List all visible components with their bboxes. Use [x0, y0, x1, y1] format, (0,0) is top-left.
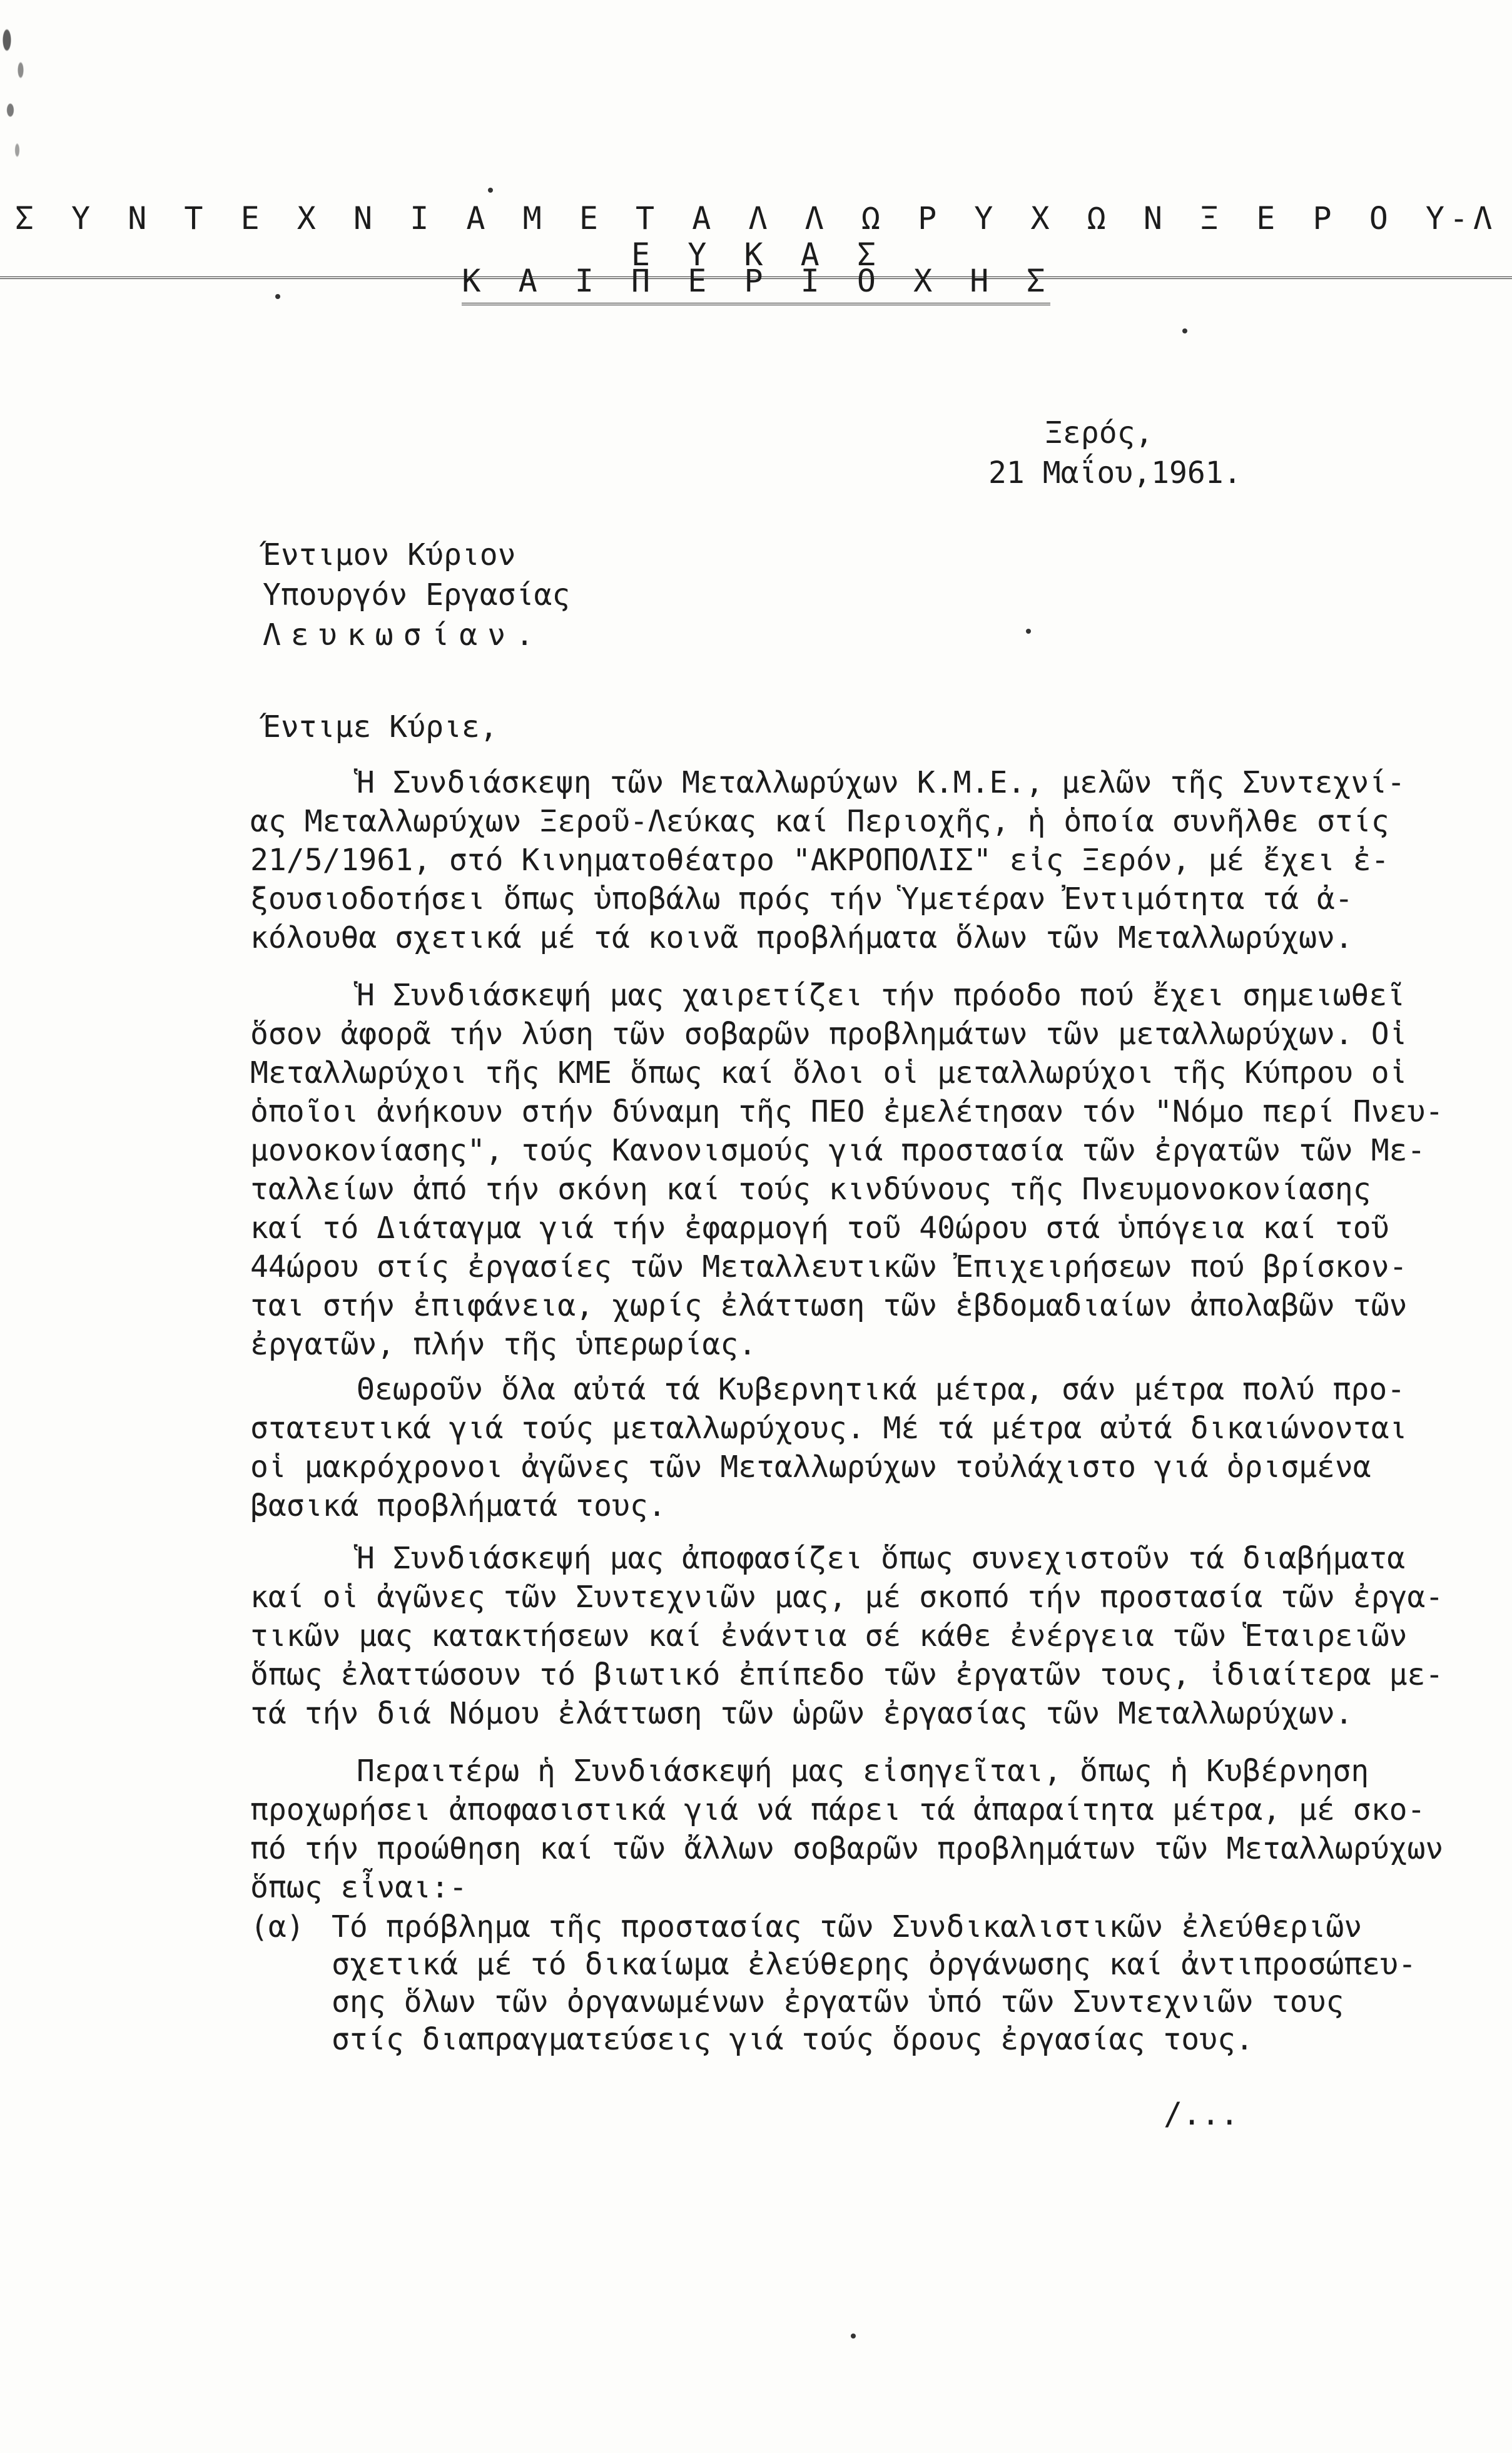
- paragraph-line: ὅπως ἐλαττώσουν τό βιωτικό ἐπίπεδο τῶν ἐργατῶν τους, ἰδιαίτερα με-: [250, 1657, 1444, 1692]
- speck: [488, 188, 493, 193]
- paragraph-1: [250, 763, 1406, 957]
- place: Ξερός,: [1045, 415, 1154, 450]
- letterhead-line-1: Σ Υ Ν Τ Ε Χ Ν Ι Α Μ Ε Τ Α Λ Λ Ω Ρ Υ Χ Ω Ν Ξ Ε Ρ Ο Υ-Λ Ε Υ Κ Α Σ: [0, 200, 1512, 279]
- paragraph-line: 44ώρου στίς ἐργασίες τῶν Μεταλλευτικῶν Ἐπιχειρήσεων πού βρίσκον-: [250, 1249, 1408, 1284]
- paragraph-line: ται στήν ἐπιφάνεια, χωρίς ἐλάττωση τῶν ἑβδομαδιαίων ἀπολαβῶν τῶν: [250, 1288, 1408, 1323]
- addressee: [263, 535, 826, 655]
- paragraph-4: [250, 1539, 1444, 1733]
- paragraph-line: Μεταλλωρύχοι τῆς ΚΜΕ ὅπως καί ὅλοι οἱ μεταλλωρύχοι τῆς Κύπρου οἱ: [250, 1055, 1408, 1090]
- paragraph-line: κόλουθα σχετικά μέ τά κοινᾶ προβλήματα ὅλων τῶν Μεταλλωρύχων.: [250, 920, 1353, 955]
- paragraph-line: τά τήν διά Νόμου ἐλάττωση τῶν ὡρῶν ἐργασίας τῶν Μεταλλωρύχων.: [250, 1696, 1353, 1731]
- addressee-line-3: Λευκωσίαν.: [263, 617, 544, 653]
- paragraph-line: ὅπως εἶναι:-: [250, 1870, 467, 1905]
- paragraph-line: καί τό Διάταγμα γιά τήν ἐφαρμογή τοῦ 40ώρου στά ὑπόγεια καί τοῦ: [250, 1211, 1389, 1246]
- speck: [851, 2334, 856, 2339]
- paragraph-line: ταλλείων ἀπό τήν σκόνη καί τούς κινδύνους τῆς Πνευμονοκονίασης: [250, 1172, 1371, 1207]
- paragraph-line: στατευτικά γιά τούς μεταλλωρύχους. Μέ τά μέτρα αὐτά δικαιώνονται: [250, 1411, 1408, 1446]
- paragraph-line: προχωρήσει ἀποφασιστικά γιά νά πάρει τά ἀπαραίτητα μέτρα, μέ σκο-: [250, 1792, 1426, 1827]
- speck: [1182, 328, 1187, 333]
- paragraph-line: Ἡ Συνδιάσκεψή μας ἀποφασίζει ὅπως συνεχιστοῦν τά διαβήματα: [357, 1541, 1406, 1576]
- addressee-line-1: Έντιμον Κύριον: [263, 537, 516, 572]
- paragraph-line: 21/5/1961, στό Κινηματοθέατρο "ΑΚΡΟΠΟΛΙΣ" εἰς Ξερόν, μέ ἔχει ἐ-: [250, 843, 1389, 878]
- list-item-line: σχετικά μέ τό δικαίωμα ἐλεύθερης ὀργάνωσης καί ἀντιπροσώπευ-: [332, 1947, 1416, 1982]
- paragraph-line: Ἡ Συνδιάσκεψή μας χαιρετίζει τήν πρόοδο πού ἔχει σημειωθεῖ: [357, 978, 1406, 1013]
- paragraph-line: Ἡ Συνδιάσκεψη τῶν Μεταλλωρύχων Κ.Μ.Ε., μελῶν τῆς Συντεχνί-: [357, 765, 1406, 800]
- speck: [1026, 629, 1031, 634]
- scan-artifact: [0, 0, 69, 200]
- letterhead-line-2: Κ Α Ι Π Ε Ρ Ι Ο Χ Η Σ: [0, 263, 1512, 305]
- paragraph-line: Περαιτέρω ἡ Συνδιάσκεψή μας εἰσηγεῖται, ὅπως ἡ Κυβέρνηση: [357, 1754, 1369, 1789]
- paragraph-line: ἐργατῶν, πλήν τῆς ὑπερωρίας.: [250, 1327, 757, 1362]
- continuation-mark: /...: [1164, 2096, 1239, 2132]
- list-item-body: [332, 1908, 1416, 2058]
- paragraph-line: καί οἱ ἀγῶνες τῶν Συντεχνιῶν μας, μέ σκοπό τήν προστασία τῶν ἐργα-: [250, 1580, 1444, 1615]
- paragraph-3: [250, 1370, 1408, 1525]
- paragraph-line: ας Μεταλλωρύχων Ξεροῦ-Λεύκας καί Περιοχῆς, ἡ ὁποία συνῆλθε στίς: [250, 804, 1389, 839]
- paragraph-2: [250, 976, 1444, 1364]
- paragraph-line: πό τήν προώθηση καί τῶν ἄλλων σοβαρῶν προβλημάτων τῶν Μεταλλωρύχων: [250, 1831, 1444, 1866]
- addressee-line-2: Υπουργόν Εργασίας: [263, 577, 571, 612]
- speck: [275, 294, 280, 299]
- paragraph-line: βασικά προβλήματά τους.: [250, 1488, 666, 1523]
- paragraph-line: μονοκονίασης", τούς Κανονισμούς γιά προστασία τῶν ἐργατῶν τῶν Με-: [250, 1133, 1426, 1168]
- list-marker: (α): [250, 1909, 305, 1944]
- list-item-line: Τό πρόβλημα τῆς προστασίας τῶν Συνδικαλιστικῶν ἐλεύθεριῶν: [332, 1909, 1362, 1944]
- date: 21 Μαΐου,1961.: [988, 455, 1242, 490]
- paragraph-line: ὅσον ἀφορᾶ τήν λύση τῶν σοβαρῶν προβλημάτων τῶν μεταλλωρύχων. Οἱ: [250, 1017, 1408, 1052]
- list-item-line: στίς διαπραγματεύσεις γιά τούς ὅρους ἐργασίας τους.: [332, 2022, 1254, 2057]
- paragraph-line: ξουσιοδοτήσει ὅπως ὑποβάλω πρός τήν Ὑμετέραν Ἐντιμότητα τά ἀ-: [250, 881, 1353, 917]
- paragraph-5: [250, 1752, 1444, 1907]
- paragraph-line: οἱ μακρόχρονοι ἀγῶνες τῶν Μεταλλωρύχων τοὐλάχιστο γιά ὁρισμένα: [250, 1450, 1371, 1485]
- paragraph-line: τικῶν μας κατακτήσεων καί ἐνάντια σέ κάθε ἐνέργεια τῶν Ἑταιρειῶν: [250, 1618, 1408, 1653]
- paragraph-line: ὁποῖοι ἀνήκουν στήν δύναμη τῆς ΠΕΟ ἐμελέτησαν τόν "Νόμο περί Πνευ-: [250, 1094, 1444, 1129]
- salutation: Έντιμε Κύριε,: [263, 709, 498, 744]
- paragraph-line: Θεωροῦν ὅλα αὐτά τά Κυβερνητικά μέτρα, σάν μέτρα πολύ προ-: [357, 1372, 1406, 1407]
- place-date: [988, 413, 1314, 493]
- list-item-line: σης ὅλων τῶν ὀργανωμένων ἐργατῶν ὑπό τῶν Συντεχνιῶν τους: [332, 1984, 1344, 2019]
